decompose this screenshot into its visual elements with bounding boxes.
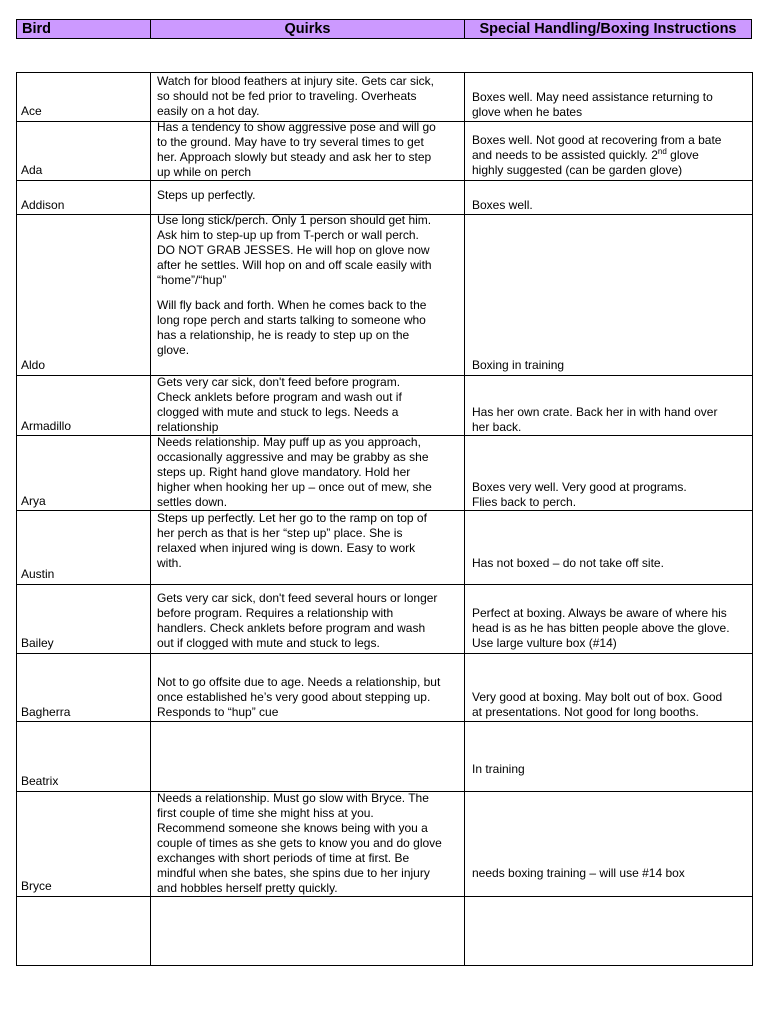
header-special-handling: Special Handling/Boxing Instructions	[465, 20, 751, 38]
quirks-text-2: Will fly back and forth. When he comes back to the long rope perch and starts talking to someone who has a relationship, he is ready to step up on the glove.	[157, 298, 427, 357]
bird-name: Bailey	[17, 585, 151, 654]
special-text: Boxes well. Not good at recovering from a bate and needs to be assisted quickly. 2	[472, 133, 722, 162]
header-quirks: Quirks	[151, 20, 465, 38]
quirks-cell: Steps up perfectly. Let her go to the ramp on top of her perch as that is her “step up” place. She is relaxed when injured wing is down. Easy to work with.	[151, 511, 465, 585]
special-cell: Very good at boxing. May bolt out of box. Good at presentations. Not good for long booths.	[465, 654, 753, 722]
table-row	[17, 511, 753, 585]
table-row	[17, 654, 753, 722]
special-text: glove highly suggested (can be garden glove)	[472, 148, 699, 177]
special-cell	[465, 122, 753, 181]
quirks-cell	[151, 897, 465, 966]
quirks-cell: Has a tendency to show aggressive pose and will go to the ground. May have to try several times to get her. Approach slowly but steady and ask her to step up while on perch	[151, 122, 465, 181]
table-row	[17, 722, 753, 792]
special-cell: Boxes well. May need assistance returning to glove when he bates	[465, 73, 753, 122]
special-cell: Has her own crate. Back her in with hand over her back.	[465, 376, 753, 436]
table-row	[17, 897, 753, 966]
table-row	[17, 122, 753, 181]
bird-name: Addison	[17, 181, 151, 215]
special-cell: Boxes well.	[465, 181, 753, 215]
table-row	[17, 181, 753, 215]
table-header	[16, 19, 752, 39]
bird-name: Bagherra	[17, 654, 151, 722]
quirks-cell: Watch for blood feathers at injury site. Gets car sick, so should not be fed prior to traveling. Overheats easily on a hot day.	[151, 73, 465, 122]
quirks-cell: Not to go offsite due to age. Needs a relationship, but once established he’s very good about stepping up. Responds to “hup” cue	[151, 654, 465, 722]
bird-name: Bryce	[17, 792, 151, 897]
special-cell	[465, 897, 753, 966]
bird-name: Armadillo	[17, 376, 151, 436]
special-cell: In training	[465, 722, 753, 792]
table-row	[17, 376, 753, 436]
quirks-cell	[151, 215, 465, 376]
special-cell: needs boxing training – will use #14 box	[465, 792, 753, 897]
quirks-cell	[151, 722, 465, 792]
bird-name: Aldo	[17, 215, 151, 376]
bird-name: Arya	[17, 436, 151, 511]
bird-name: Beatrix	[17, 722, 151, 792]
special-cell: Has not boxed – do not take off site.	[465, 511, 753, 585]
bird-name: Austin	[17, 511, 151, 585]
special-cell: Perfect at boxing. Always be aware of where his head is as he has bitten people above the glove. Use large vulture box (#14)	[465, 585, 753, 654]
header-bird: Bird	[17, 20, 151, 38]
ordinal-suffix: nd	[657, 147, 667, 156]
table-row	[17, 73, 753, 122]
quirks-text: Use long stick/perch. Only 1 person should get him. Ask him to step-up up from T-perch or wall perch. DO NOT GRAB JESSES. He will hop on glove now after he settles. Will hop on and off scale easily with “home”/“hup”	[157, 213, 432, 287]
bird-name: Ada	[17, 122, 151, 181]
bird-table	[16, 72, 753, 966]
quirks-cell: Gets very car sick, don't feed before program. Check anklets before program and wash out if clogged with mute and stuck to legs. Needs a relationship	[151, 376, 465, 436]
quirks-cell: Gets very car sick, don't feed several hours or longer before program. Requires a relationship with handlers. Check anklets before program and wash out if clogged with mute and stuck to legs.	[151, 585, 465, 654]
quirks-cell: Needs relationship. May puff up as you approach, occasionally aggressive and may be grabby as she steps up. Right hand glove mandatory. Hold her higher when hooking her up – once out of mew, she settles down.	[151, 436, 465, 511]
table-row	[17, 792, 753, 897]
table-row	[17, 585, 753, 654]
table-row	[17, 436, 753, 511]
quirks-cell: Needs a relationship. Must go slow with Bryce. The first couple of time she might hiss at you. Recommend someone she knows being with you a couple of times as she gets to know you and do glove exchanges with short periods of time at first. Be mindful when she bates, she spins due to her injury and hobbles herself pretty quickly.	[151, 792, 465, 897]
bird-name	[17, 897, 151, 966]
quirks-cell: Steps up perfectly.	[151, 181, 465, 215]
bird-name: Ace	[17, 73, 151, 122]
special-cell: Boxing in training	[465, 215, 753, 376]
special-cell: Boxes very well. Very good at programs. Flies back to perch.	[465, 436, 753, 511]
table-row	[17, 215, 753, 376]
